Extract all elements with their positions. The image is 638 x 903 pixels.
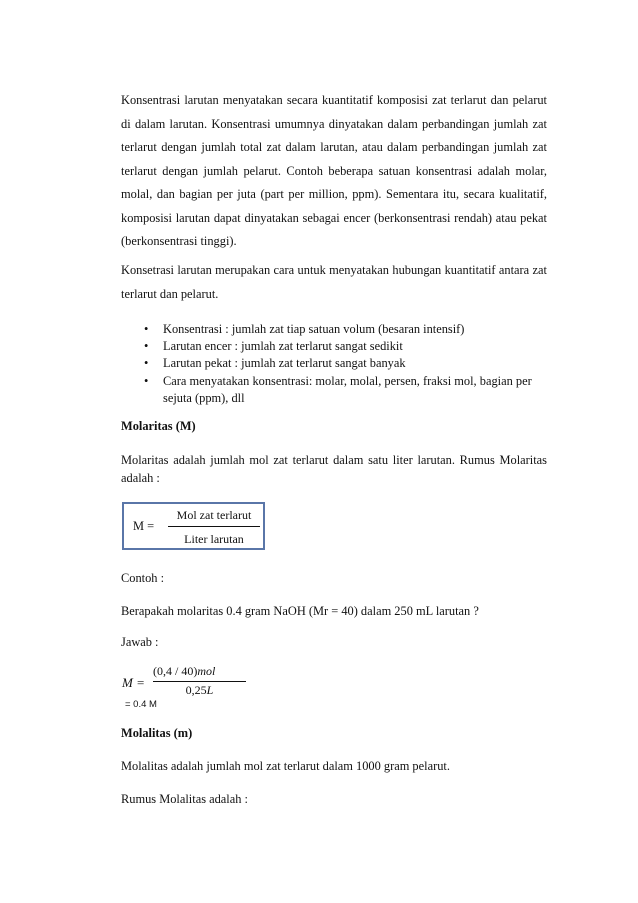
- bullet-icon: •: [144, 356, 149, 371]
- list-item: • Larutan encer : jumlah zat terlarut sangat sedikit: [121, 338, 547, 355]
- example-label: Contoh :: [121, 571, 165, 585]
- calc-denominator: 0,25L: [185, 683, 214, 697]
- intro-section: [121, 89, 547, 254]
- calc-result: = 0.4 M: [125, 699, 157, 710]
- fraction-bar: [153, 681, 246, 682]
- calc-numerator: (0,4 / 40)mol: [153, 664, 216, 678]
- intro-paragraph-1: Konsentrasi larutan menyatakan secara kuantitatif komposisi zat terlarut dan pelarut di dalam larutan. Konsentrasi umumnya dinyatakan dalam perbandingan jumlah zat terlarut dengan jumlah total zat dalam larutan, atau dalam perbandingan jumlah zat terlarut dengan jumlah pelarut. Contoh beberapa satuan konsentrasi adalah molar, molal, dan bagian per juta (part per million, ppm). Sementara itu, secara kualitatif, komposisi larutan dapat dinyatakan sebagai encer (berkonsentrasi rendah) atau pekat (berkonsentrasi tinggi).: [121, 93, 547, 248]
- fraction-bar: [168, 526, 260, 527]
- formula-denominator: Liter larutan: [184, 532, 244, 546]
- bullet-icon: •: [144, 322, 149, 336]
- calc-lhs: M =: [122, 675, 145, 690]
- molalitas-formula-intro: Rumus Molalitas adalah :: [121, 792, 248, 806]
- molaritas-formula: [122, 502, 265, 550]
- molaritas-definition-block: [121, 452, 547, 487]
- bullet-icon: •: [144, 373, 149, 388]
- answer-label: Jawab :: [121, 635, 159, 649]
- molaritas-definition: Molaritas adalah jumlah mol zat terlarut dalam satu liter larutan. Rumus Molaritas adalah :: [121, 453, 547, 485]
- intro-section-2: [121, 259, 547, 306]
- formula-lhs: M =: [133, 519, 155, 533]
- bullet-icon: •: [144, 339, 149, 354]
- intro-paragraph-2: Konsetrasi larutan merupakan cara untuk menyatakan hubungan kuantitatif antara zat terlarut dan pelarut.: [121, 263, 547, 301]
- bullet-list: [121, 321, 547, 407]
- molalitas-heading: Molalitas (m): [121, 726, 193, 740]
- molaritas-heading: Molaritas (M): [121, 419, 196, 433]
- list-item: • Larutan pekat : jumlah zat terlarut sangat banyak: [121, 355, 547, 372]
- example-question: Berapakah molaritas 0.4 gram NaOH (Mr = 40) dalam 250 mL larutan ?: [121, 604, 479, 618]
- concentration-bullets: [121, 321, 547, 407]
- list-item: • Cara menyatakan konsentrasi: molar, molal, persen, fraksi mol, bagian per sejuta (ppm), dll: [144, 373, 532, 405]
- formula-numerator: Mol zat terlarut: [176, 508, 252, 522]
- list-item: • Konsentrasi : jumlah zat tiap satuan volum (besaran intensif): [121, 321, 547, 338]
- molaritas-calculation: [121, 664, 251, 712]
- molalitas-definition: Molalitas adalah jumlah mol zat terlarut dalam 1000 gram pelarut.: [121, 759, 450, 773]
